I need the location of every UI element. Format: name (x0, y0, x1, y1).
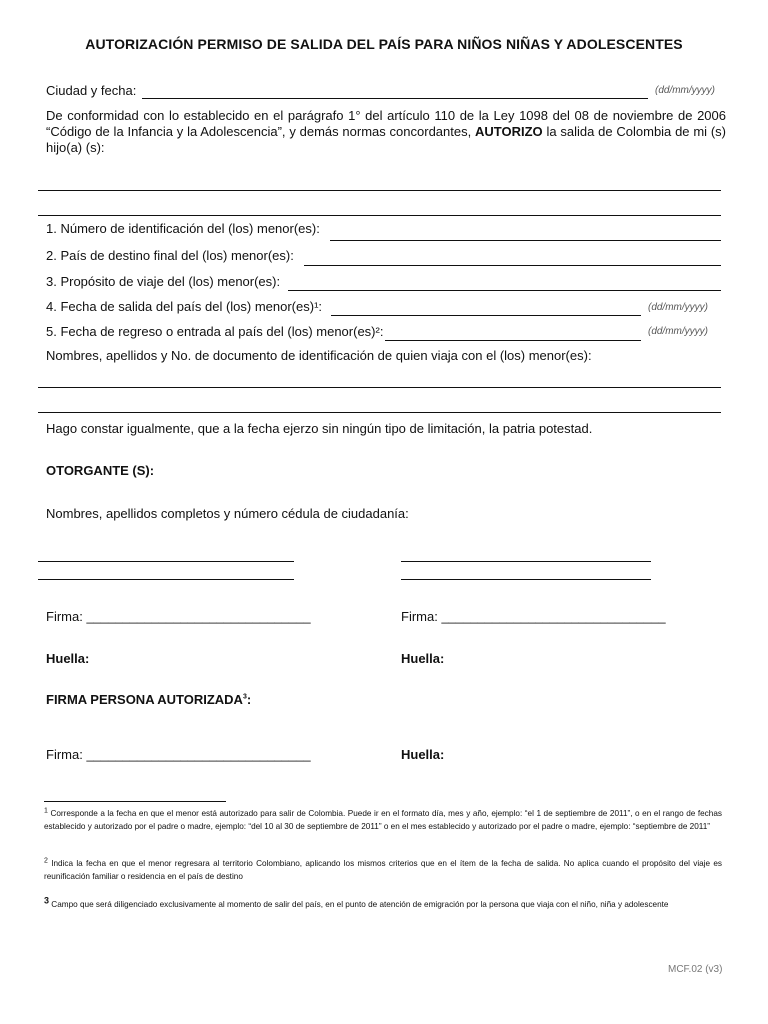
footnote-1-number: 1 (44, 807, 48, 815)
intro-text-end: la salida de Colombia de mi (s) hijo(a) (s): (46, 124, 726, 155)
item-fecha-regreso-label: 5. Fecha de regreso o entrada al país del (los) menor(es)²: (46, 324, 384, 339)
proposito-viaje-field[interactable] (288, 290, 721, 291)
ciudad-fecha-label: Ciudad y fecha: (46, 83, 137, 98)
patria-potestad-statement: Hago constar igualmente, que a la fecha ejerzo sin ningún tipo de limitación, la patria potestad. (46, 421, 593, 436)
document-title: AUTORIZACIÓN PERMISO DE SALIDA DEL PAÍS PARA NIÑOS NIÑAS Y ADOLESCENTES (85, 36, 683, 52)
otorgante-heading: OTORGANTE (S): (46, 463, 155, 478)
firma-autorizada-footnote-ref: 3 (242, 693, 247, 701)
acompanante-line-1[interactable] (38, 387, 721, 388)
ciudad-fecha-field[interactable] (142, 98, 648, 99)
persona-autorizada-huella-label: Huella: (401, 747, 445, 762)
form-code: MCF.02 (v3) (668, 964, 723, 975)
acompanante-label: Nombres, apellidos y No. de documento de identificación de quien viaja con el (los) menor(es): (46, 348, 592, 363)
item-pais-destino-label: 2. País de destino final del (los) menor(es): (46, 248, 294, 263)
otorgante-2-nombre-line[interactable] (401, 561, 651, 562)
item-fecha-salida-label: 4. Fecha de salida del país del (los) menor(es)¹: (46, 299, 323, 314)
autorizo-keyword: AUTORIZO (475, 124, 543, 139)
fecha-regreso-field[interactable] (385, 340, 641, 341)
footnote-separator (44, 801, 226, 802)
otorgante-2-cedula-line[interactable] (401, 579, 651, 580)
footnote-3-text: Campo que será diligenciado exclusivamente al momento de salir del país, en el punto de atención de emigración por la persona que viaja con el niño, niña y adolescente (51, 900, 669, 909)
otorgante-1-firma-field[interactable]: Firma: _______________________________ (46, 609, 311, 624)
firma-autorizada-colon: : (246, 692, 252, 707)
otorgante-1-huella-label: Huella: (46, 651, 90, 666)
intro-text: De conformidad con lo establecido en el parágrafo 1° del artículo 110 de la Ley 1098 del 08 de noviembre de 2006 “Código de la Infancia y la Adolescencia”, y demás normas concordantes, (46, 108, 726, 139)
footnote-3 (44, 895, 722, 911)
firma-autorizada-text: FIRMA PERSONA AUTORIZADA (46, 692, 243, 707)
menor-nombres-line-1[interactable] (38, 190, 721, 191)
firma-persona-autorizada-heading (46, 692, 251, 707)
fecha-salida-format-hint: (dd/mm/yyyy) (648, 302, 708, 313)
footnote-2-number: 2 (44, 857, 48, 865)
footnote-1 (44, 807, 722, 833)
acompanante-line-2[interactable] (38, 412, 721, 413)
otorgante-2-firma-field[interactable]: Firma: _______________________________ (401, 609, 666, 624)
menor-nombres-line-2[interactable] (38, 215, 721, 216)
otorgante-2-huella-label: Huella: (401, 651, 445, 666)
footnote-2-text: Indica la fecha en que el menor regresara al territorio Colombiano, aplicando los mismos criterios que en el ítem de la fecha de salida. No aplica cuando el propósito del viaje es reunificación familiar o residencia en el país de destino (44, 859, 722, 881)
numero-identificacion-field[interactable] (330, 240, 721, 241)
footnote-2 (44, 857, 722, 883)
pais-destino-field[interactable] (304, 265, 721, 266)
intro-paragraph (46, 108, 726, 156)
otorgante-1-cedula-line[interactable] (38, 579, 294, 580)
fecha-regreso-format-hint: (dd/mm/yyyy) (648, 326, 708, 337)
item-proposito-viaje-label: 3. Propósito de viaje del (los) menor(es): (46, 274, 281, 289)
footnote-3-number: 3 (44, 895, 50, 906)
fecha-salida-field[interactable] (331, 315, 641, 316)
ciudad-fecha-format-hint: (dd/mm/yyyy) (655, 85, 715, 96)
item-numero-identificacion-label: 1. Número de identificación del (los) menor(es): (46, 221, 320, 236)
otorgante-1-nombre-line[interactable] (38, 561, 294, 562)
footnote-1-text: Corresponde a la fecha en que el menor está autorizado para salir de Colombia. Puede ir en el formato día, mes y año, ejemplo: “el 1 de septiembre de 2011”, o en el rango de fechas establecido y autorizado por el padre o madre, ejemplo: “del 10 al 30 de septiembre de 2011” o en el mes establecido y autorizado por el padre o madre, ejemplo: “septiembre de 2011” (44, 809, 722, 831)
persona-autorizada-firma-field[interactable]: Firma: _______________________________ (46, 747, 311, 762)
nombres-otorgante-label: Nombres, apellidos completos y número cédula de ciudadanía: (46, 506, 409, 521)
